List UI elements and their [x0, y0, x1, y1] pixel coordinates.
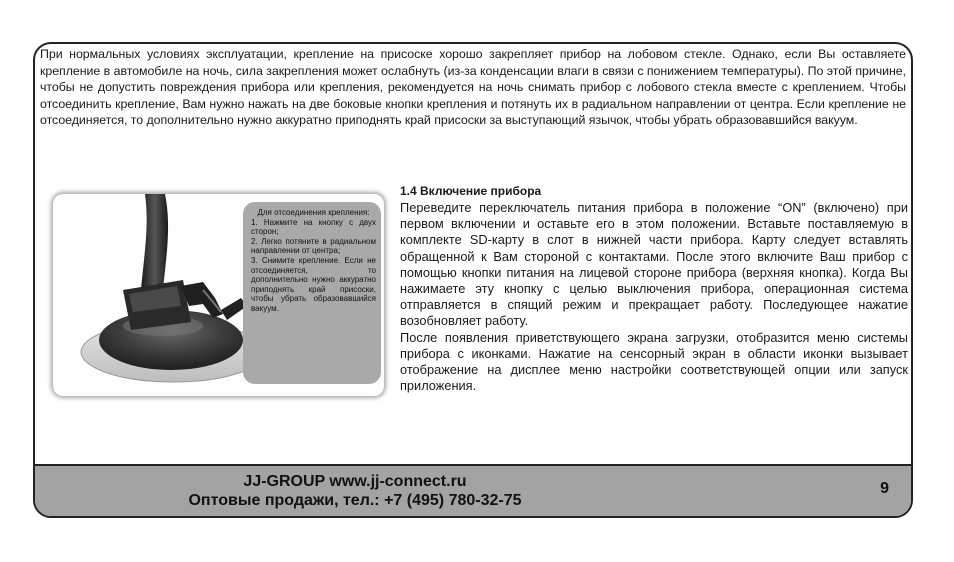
section-paragraph-2: После появления приветствующего экрана загрузки, отобразится меню системы прибора с иконками. Нажатие на сенсорный экран в области иконки вызывает отображение на дисплее меню настройки соответствующей опции или запуск приложения. [400, 329, 908, 394]
section-paragraph-1: Переведите переключатель питания прибора в положение “ON” (включено) при первом включении и оставьте его в этом положении. Вставьте поставляемую в комплекте SD-карту в слот в нижней части прибора. Карту следует вставлять обращенной к Вам стороной с контактами. После этого включите Ваш прибор с помощью кнопки питания на лицевой стороне прибора (верхняя кнопка). Когда Вы нажимаете эту кнопку с целью выключения прибора, операционная система отправляется в спящий режим и прекращает работу. Последующее нажатие возобновляет работу. [400, 200, 908, 329]
callout-step-3: 3. Снимите крепление. Если не отсоединяется, то дополнительно нужно аккуратно приподнять край присоски, чтобы убрать образовавшийся вакуум. [251, 255, 376, 313]
suction-mount-illustration [53, 194, 384, 396]
section-heading: 1.4 Включение прибора [400, 184, 542, 198]
page-frame [33, 42, 913, 518]
callout-step-2: 2. Легко потяните в радиальном направлении от центра; [251, 236, 376, 256]
callout-title: Для отсоединения крепления: [257, 208, 370, 217]
page-footer [35, 464, 911, 516]
intro-paragraph: При нормальных условиях эксплуатации, крепление на присоске хорошо закрепляет прибор на лобовом стекле. Однако, если Вы оставляете крепление в автомобиле на ночь, сила закрепления может ослабнуть (из-за конденсации влаги в связи с понижением температуры). По этой причине, чтобы не допустить повреждения прибора или крепления, рекомендуется на ночь снимать прибор с лобового стекла вместе с креплением. Чтобы отсоединить крепление, Вам нужно нажать на две боковые кнопки крепления и потянуть их в радиальном направлении от центра. Если крепление не отсоединяется, то дополнительно нужно аккуратно приподнять край присоски за выступающий язычок, чтобы убрать образовавшийся вакуум. [40, 47, 906, 127]
callout-step-1: 1. Нажмите на кнопку с двух сторон; [251, 217, 376, 237]
footer-company: JJ-GROUP www.jj-connect.ru [243, 473, 467, 490]
page-number: 9 [880, 480, 889, 497]
callout-box [243, 202, 381, 384]
footer-contacts: Оптовые продажи, тел.: +7 (495) 780-32-75 [188, 492, 522, 509]
power-on-section [400, 184, 908, 394]
